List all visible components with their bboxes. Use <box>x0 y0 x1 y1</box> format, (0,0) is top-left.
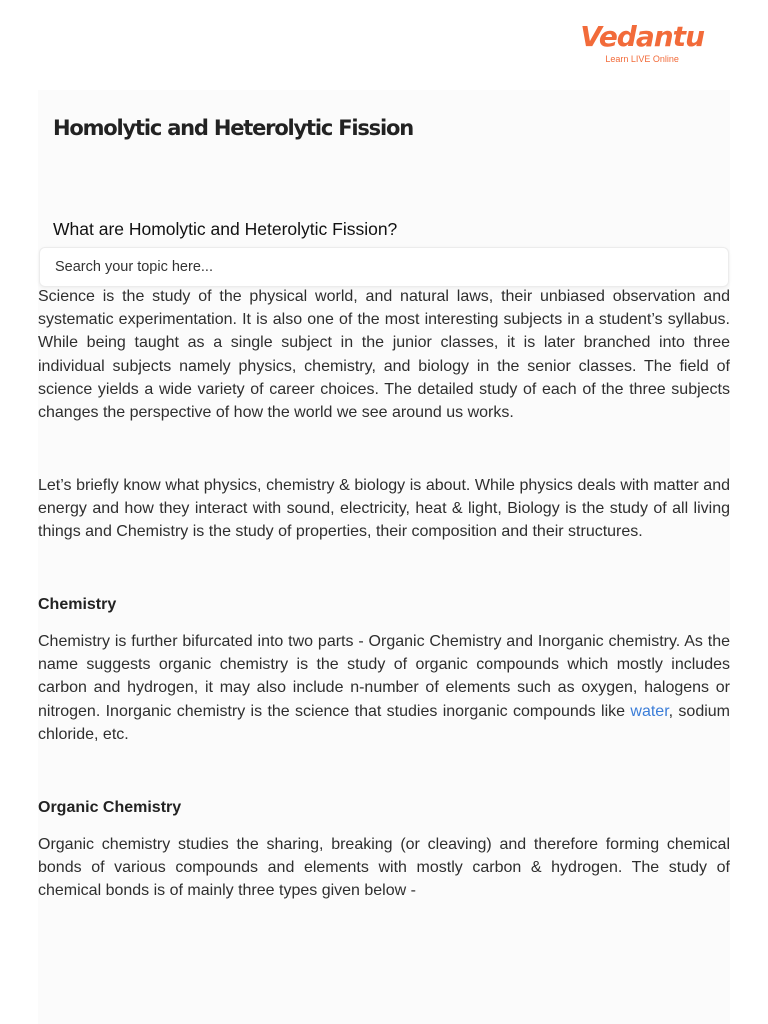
question-heading: What are Homolytic and Heterolytic Fission? <box>53 219 398 239</box>
organic-chemistry-heading: Organic Chemistry <box>38 799 182 816</box>
search-input[interactable] <box>40 248 728 286</box>
intro-paragraph-2: Let’s briefly know what physics, chemistry & biology is about. While physics deals with matter and energy and how they interact with sound, electricity, heat & light, Biology is the study of all living things and Chemistry is the study of properties, their composition and their structures. <box>38 477 730 541</box>
intro-paragraph-1: Science is the study of the physical world, and natural laws, their unbiased observation and systematic experimentation. It is also one of the most interesting subjects in a student’s syllabus. While being taught as a single subject in the junior classes, it is later branched into three individual subjects namely physics, chemistry, and biology in the senior classes. The field of science yields a wide variety of career choices. The detailed study of each of the three subjects changes the perspective of how the world we see around us works. <box>38 288 730 422</box>
chemistry-text-end: , sodium chloride, etc. <box>38 702 731 743</box>
chemistry-text: Chemistry is further bifurcated into two parts - Organic Chemistry and Inorganic chemistry. As the name suggests organic chemistry is the study of organic compounds which mostly includes carbon and hydrogen, it may also include n-number of elements such as oxygen, halogens or nitrogen. Inorganic chemistry is the science that studies inorganic compounds like <box>38 633 730 720</box>
vedantu-logo[interactable] <box>580 22 704 64</box>
search-box[interactable] <box>39 247 729 287</box>
logo-wordmark: Vedantu <box>580 20 704 53</box>
logo-tagline: Learn LIVE Online <box>605 54 679 64</box>
chemistry-heading: Chemistry <box>38 596 117 613</box>
chemistry-paragraph <box>38 630 730 746</box>
organic-chemistry-paragraph: Organic chemistry studies the sharing, breaking (or cleaving) and therefore forming chemical bonds of various compounds and elements with mostly carbon & hydrogen. The study of chemical bonds is of mainly three types given below - <box>38 836 730 900</box>
document-title: Homolytic and Heterolytic Fission <box>53 116 413 140</box>
water-link[interactable]: water <box>630 702 669 720</box>
